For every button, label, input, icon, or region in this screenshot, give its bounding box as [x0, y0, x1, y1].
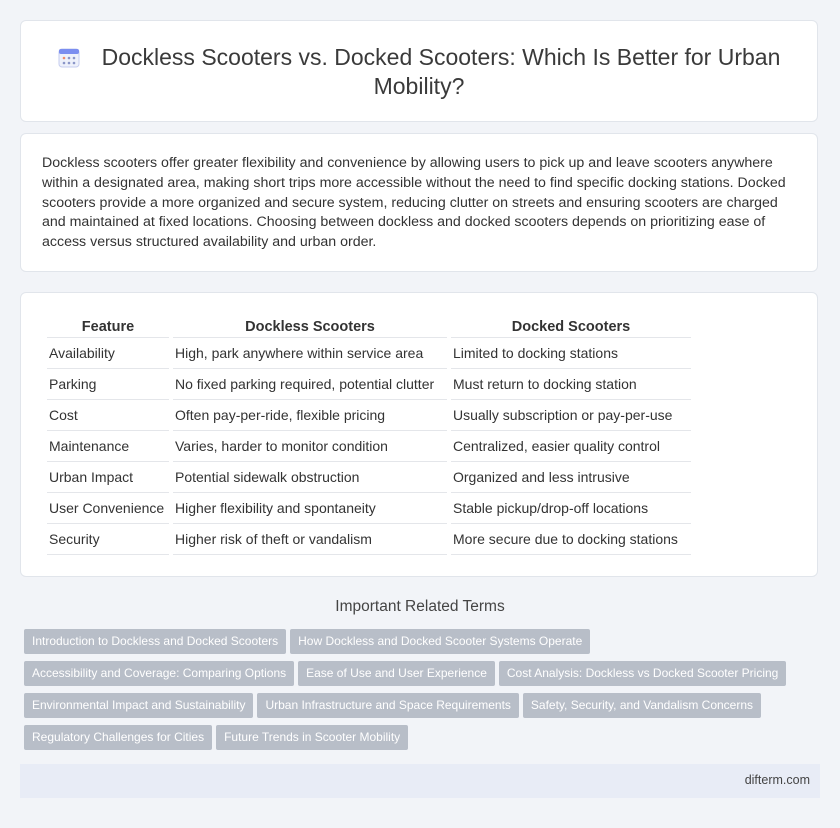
- related-term-tag[interactable]: Future Trends in Scooter Mobility: [216, 725, 408, 750]
- cell-feature: Parking: [47, 369, 169, 400]
- cell-feature: Maintenance: [47, 431, 169, 462]
- cell-dockless: Potential sidewalk obstruction: [173, 462, 447, 493]
- cell-feature: Security: [47, 524, 169, 555]
- cell-docked: Centralized, easier quality control: [451, 431, 691, 462]
- table-row: [47, 493, 691, 524]
- intro-paragraph: Dockless scooters offer greater flexibility and convenience by allowing users to pick up and leave scooters anywhere within a designated area, making short trips more accessible without the need to find specific docking stations. Docked scooters provide a more organized and secure system, reducing clutter on streets and ensuring scooters are charged and maintained at fixed locations. Choosing between dockless and docked scooters depends on prioritizing ease of access versus structured availability and urban order.: [42, 155, 786, 251]
- related-term-tag[interactable]: Cost Analysis: Dockless vs Docked Scooter Pricing: [499, 661, 786, 686]
- cell-dockless: High, park anywhere within service area: [173, 338, 447, 369]
- header-docked: Docked Scooters: [451, 315, 691, 338]
- related-term-tag[interactable]: Urban Infrastructure and Space Requirements: [257, 693, 518, 718]
- related-term-tag[interactable]: Safety, Security, and Vandalism Concerns: [523, 693, 761, 718]
- table-row: [47, 369, 691, 400]
- header-dockless: Dockless Scooters: [173, 315, 447, 338]
- cell-feature: User Convenience: [47, 493, 169, 524]
- table-row: [47, 400, 691, 431]
- cell-feature: Availability: [47, 338, 169, 369]
- related-term-tag[interactable]: Regulatory Challenges for Cities: [24, 725, 212, 750]
- related-term-tag[interactable]: Environmental Impact and Sustainability: [24, 693, 253, 718]
- footer: [20, 764, 820, 798]
- cell-dockless: Higher flexibility and spontaneity: [173, 493, 447, 524]
- cell-dockless: Varies, harder to monitor condition: [173, 431, 447, 462]
- cell-dockless: No fixed parking required, potential clutter: [173, 369, 447, 400]
- header-card: [20, 20, 818, 122]
- cell-docked: Organized and less intrusive: [451, 462, 691, 493]
- cell-docked: Limited to docking stations: [451, 338, 691, 369]
- cell-docked: More secure due to docking stations: [451, 524, 691, 555]
- table-row: [47, 431, 691, 462]
- title-text: Dockless Scooters vs. Docked Scooters: Which Is Better for Urban Mobility?: [101, 44, 781, 99]
- cell-dockless: Higher risk of theft or vandalism: [173, 524, 447, 555]
- cell-docked: Stable pickup/drop-off locations: [451, 493, 691, 524]
- related-term-tag[interactable]: Ease of Use and User Experience: [298, 661, 495, 686]
- related-term-tag[interactable]: Accessibility and Coverage: Comparing Options: [24, 661, 294, 686]
- intro-card: [20, 133, 818, 272]
- cell-feature: Urban Impact: [47, 462, 169, 493]
- comparison-card: [20, 292, 818, 577]
- cell-feature: Cost: [47, 400, 169, 431]
- table-row: [47, 338, 691, 369]
- cell-dockless: Often pay-per-ride, flexible pricing: [173, 400, 447, 431]
- related-terms-title: Important Related Terms: [335, 598, 505, 615]
- page-title: [49, 43, 789, 101]
- related-term-tag[interactable]: How Dockless and Docked Scooter Systems Operate: [290, 629, 590, 654]
- cell-docked: Must return to docking station: [451, 369, 691, 400]
- footer-site-link[interactable]: difterm.com: [744, 773, 810, 787]
- related-terms-list: [24, 629, 814, 757]
- table-row: [47, 462, 691, 493]
- related-term-tag[interactable]: Introduction to Dockless and Docked Scooters: [24, 629, 286, 654]
- table-header-row: [47, 315, 691, 338]
- header-feature: Feature: [47, 315, 169, 338]
- calendar-icon: [58, 46, 80, 68]
- table-row: [47, 524, 691, 555]
- cell-docked: Usually subscription or pay-per-use: [451, 400, 691, 431]
- comparison-table: [43, 315, 695, 555]
